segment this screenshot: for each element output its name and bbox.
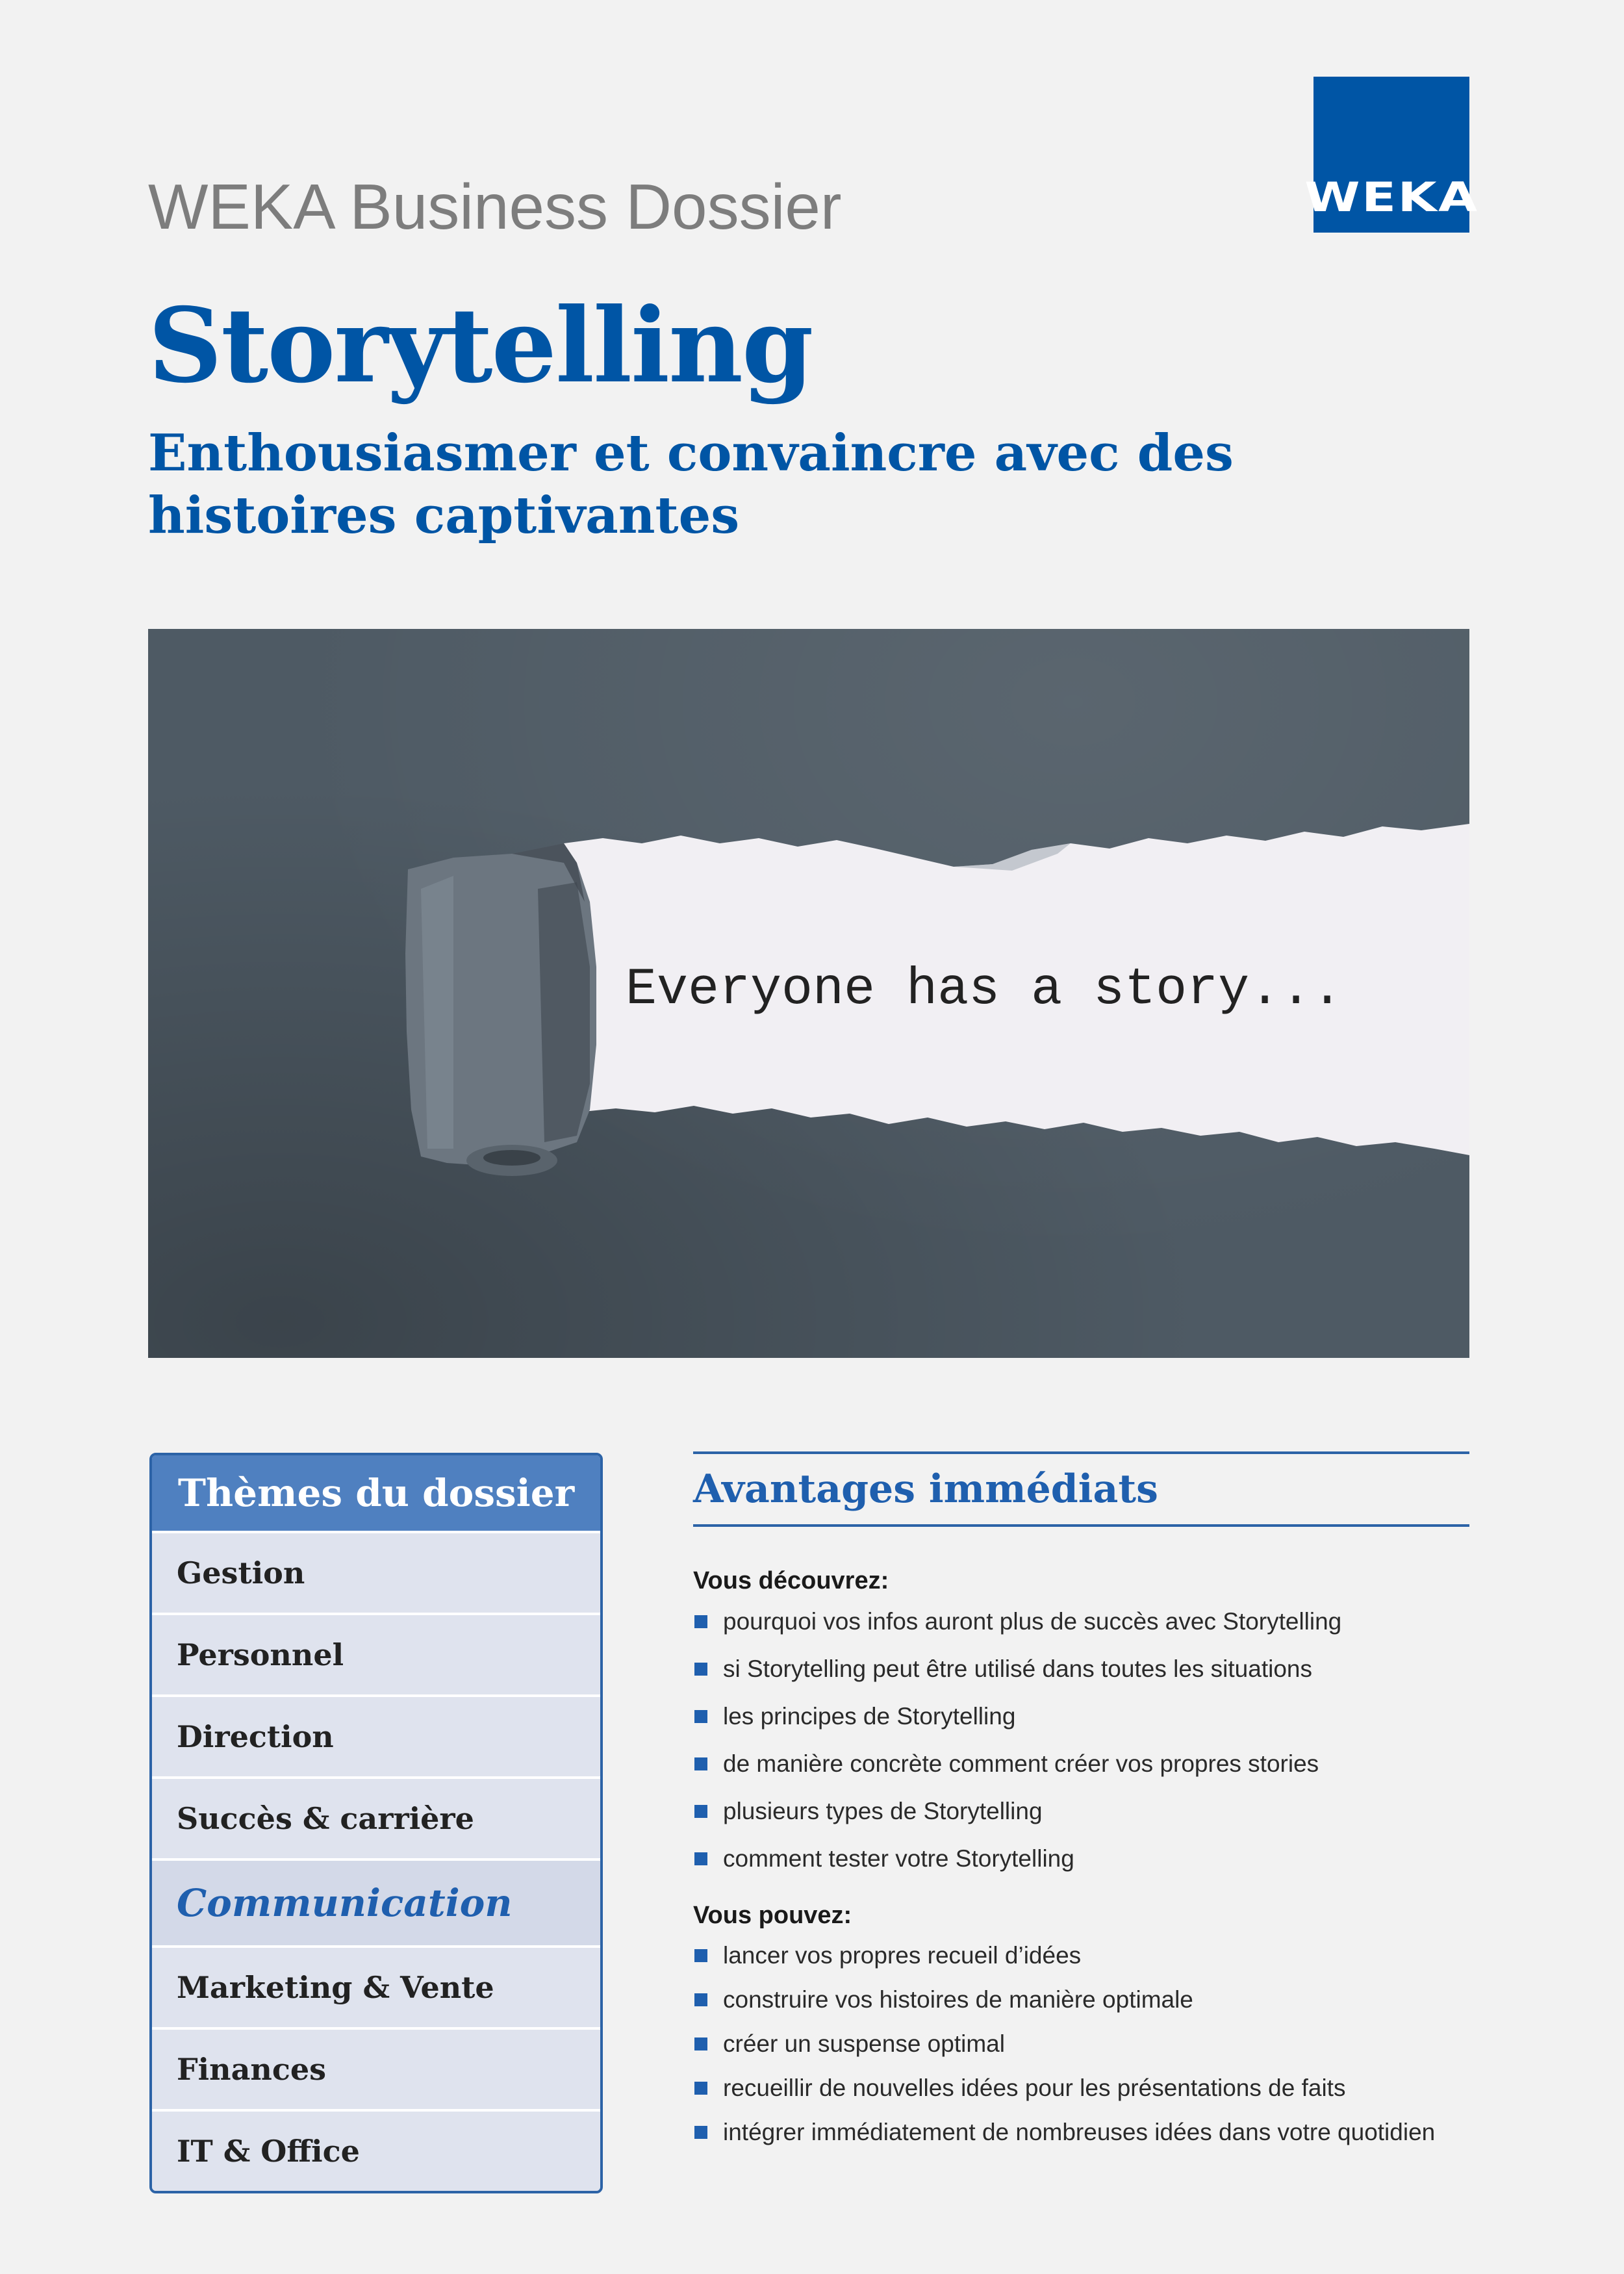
bullet-square-icon: [694, 2082, 707, 2095]
list-item: si Storytelling peut être utilisé dans toutes les situations: [693, 1645, 1469, 1693]
themes-heading: Thèmes du dossier: [152, 1455, 600, 1531]
series-name: WEKA Business Dossier: [148, 171, 842, 242]
page-subtitle: Enthousiasmer et convaincre avec des histoires captivantes: [148, 424, 1234, 545]
list-item: les principes de Storytelling: [693, 1693, 1469, 1740]
hero-caption: Everyone has a story...: [626, 960, 1343, 1019]
bullet-square-icon: [694, 1615, 707, 1628]
bullet-square-icon: [694, 2126, 707, 2139]
divider: [693, 1524, 1469, 1527]
theme-item-direction[interactable]: Direction: [152, 1694, 600, 1776]
benefits-heading: Avantages immédiats: [693, 1466, 1158, 1512]
list-item: construire vos histoires de manière optimale: [693, 1978, 1469, 2022]
list-item: créer un suspense optimal: [693, 2022, 1469, 2066]
theme-item-personnel[interactable]: Personnel: [152, 1613, 600, 1694]
bullet-square-icon: [694, 1710, 707, 1723]
theme-item-succes-carriere[interactable]: Succès & carrière: [152, 1776, 600, 1858]
can-list: [693, 1934, 1469, 2154]
bullet-square-icon: [694, 1949, 707, 1962]
list-item: intégrer immédiatement de nombreuses idées dans votre quotidien: [693, 2110, 1469, 2154]
theme-item-it-office[interactable]: IT & Office: [152, 2109, 600, 2191]
list-item: comment tester votre Storytelling: [693, 1835, 1469, 1882]
bullet-square-icon: [694, 1663, 707, 1676]
theme-item-communication-active[interactable]: Communication: [152, 1858, 600, 1945]
list-item: pourquoi vos infos auront plus de succès avec Storytelling: [693, 1598, 1469, 1645]
list-item: de manière concrète comment créer vos propres stories: [693, 1740, 1469, 1787]
list-item: plusieurs types de Storytelling: [693, 1787, 1469, 1835]
page-title: Storytelling: [148, 286, 813, 406]
discover-list: [693, 1598, 1469, 1882]
list-item: lancer vos propres recueil d’idées: [693, 1934, 1469, 1978]
weka-logo: [1304, 77, 1479, 233]
benefits-section: [693, 1451, 1469, 2154]
logo-text: WEKA: [1304, 173, 1479, 221]
bullet-square-icon: [694, 1852, 707, 1865]
bullet-square-icon: [694, 1805, 707, 1818]
themes-box: [149, 1453, 603, 2193]
hero-image: [148, 629, 1469, 1358]
theme-item-finances[interactable]: Finances: [152, 2027, 600, 2109]
list-item: recueillir de nouvelles idées pour les présentations de faits: [693, 2066, 1469, 2110]
bullet-square-icon: [694, 1993, 707, 2006]
discover-label: Vous découvrez:: [693, 1567, 889, 1594]
can-label: Vous pouvez:: [693, 1902, 852, 1929]
bullet-square-icon: [694, 2038, 707, 2050]
bullet-square-icon: [694, 1757, 707, 1770]
theme-item-gestion[interactable]: Gestion: [152, 1531, 600, 1613]
theme-item-marketing-vente[interactable]: Marketing & Vente: [152, 1945, 600, 2027]
